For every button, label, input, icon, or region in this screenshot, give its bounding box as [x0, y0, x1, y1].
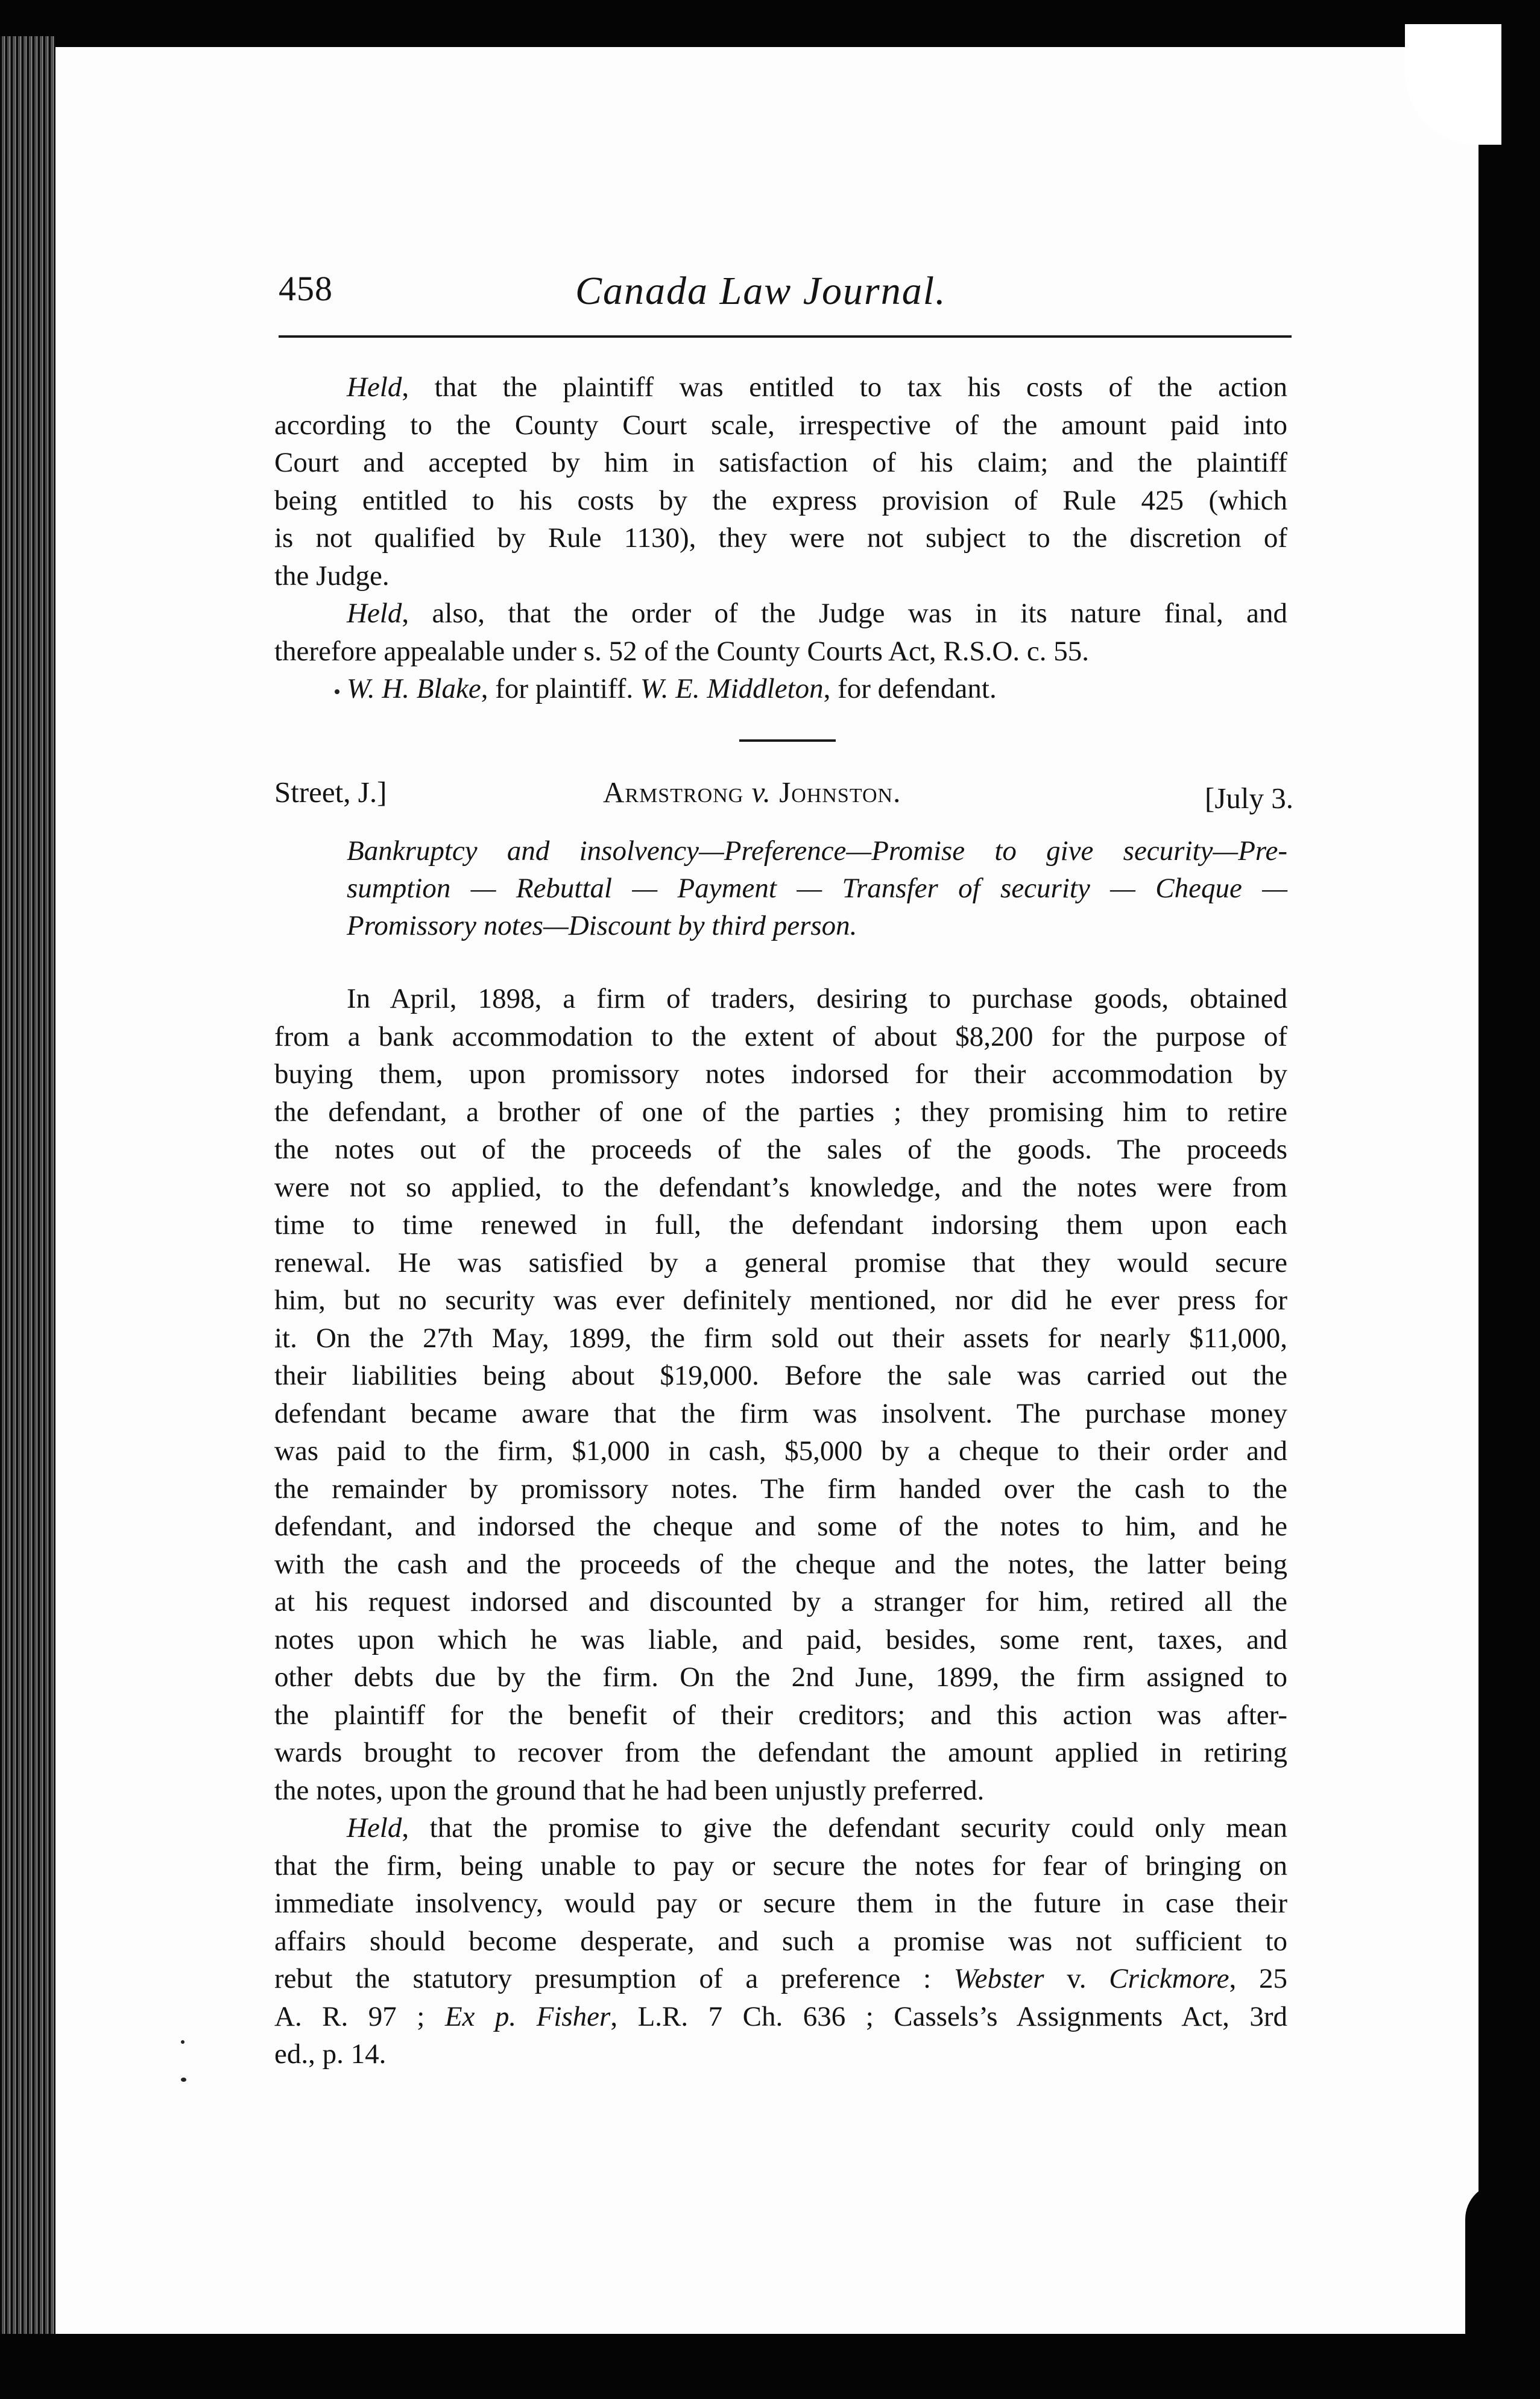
- text-line: [274, 1018, 1287, 1056]
- text-run: it. On the 27th May, 1899, the firm sold out their assets for nearly $11,000,: [274, 1322, 1287, 1354]
- text-run: with the cash and the proceeds of the cheque and the notes, the latter being: [274, 1548, 1287, 1580]
- text-run: their liabilities being about $19,000. Before the sale was carried out the: [274, 1360, 1287, 1391]
- section-divider: [739, 739, 836, 742]
- text-run: defendant became aware that the firm was insolvent. The purchase money: [274, 1397, 1287, 1429]
- scan-border-right: [1478, 0, 1540, 2399]
- italic-text: Crickmore: [1109, 1963, 1229, 1994]
- text-run: immediate insolvency, would pay or secure them in the future in case their: [274, 1888, 1287, 1919]
- text-line: [274, 444, 1287, 482]
- case-date: [July 3.: [1205, 782, 1293, 815]
- text-line: [274, 1244, 1287, 1282]
- text-line: [274, 1696, 1287, 1734]
- text-line: [274, 368, 1287, 406]
- case-title: [603, 775, 901, 809]
- italic-text: Held: [347, 371, 402, 403]
- italic-text: Held: [347, 1812, 402, 1844]
- text-line: [274, 519, 1287, 557]
- text-run: In April, 1898, a firm of traders, desiring to purchase goods, obtained: [347, 983, 1287, 1014]
- scan-border-bottom: [0, 2334, 1540, 2399]
- text-line: [274, 1923, 1287, 1961]
- text-run: , also, that the order of the Judge was in its nature final, and: [402, 598, 1287, 629]
- case-party-plaintiff: Armstrong: [603, 776, 744, 809]
- text-run: wards brought to recover from the defendant the amount applied in retiring: [274, 1737, 1287, 1768]
- text-run: from a bank accommodation to the extent of about $8,200 for the purpose of: [274, 1020, 1287, 1052]
- text-run: that the firm, being unable to pay or secure the notes for fear of bringing on: [274, 1850, 1287, 1882]
- text-line: [274, 2035, 1287, 2073]
- catchwords-line: sumption — Rebuttal — Payment — Transfer of security — Cheque —: [347, 873, 1287, 904]
- text-line: [274, 980, 1287, 1018]
- text-run: him, but no security was ever definitely mentioned, nor did he ever press for: [274, 1285, 1287, 1316]
- text-run: , for defendant.: [823, 673, 997, 704]
- text-run: , for plaintiff.: [481, 673, 640, 704]
- text-run: notes upon which he was liable, and paid, besides, some rent, taxes, and: [274, 1623, 1287, 1655]
- text-run: , 25: [1229, 1963, 1288, 1994]
- text-run: , that the plaintiff was entitled to tax his costs of the action: [402, 371, 1287, 403]
- italic-text: W. E. Middleton: [640, 673, 824, 704]
- case-versus: v.: [751, 776, 771, 809]
- text-line: [274, 1282, 1287, 1320]
- scan-speck: [181, 2078, 186, 2082]
- text-line: [274, 1131, 1287, 1169]
- text-line: [274, 1772, 1287, 1810]
- text-line: [274, 1960, 1287, 1998]
- italic-text: W. H. Blake: [347, 673, 481, 704]
- case-party-defendant: Johnston.: [779, 776, 901, 809]
- text-line: [274, 482, 1287, 520]
- text-line: [274, 406, 1287, 444]
- text-run: the notes out of the proceeds of the sales of the goods. The proceeds: [274, 1134, 1287, 1165]
- text-line: [274, 1998, 1287, 2036]
- text-line: [274, 557, 1287, 595]
- text-run: were not so applied, to the defendant’s knowledge, and the notes were from: [274, 1171, 1287, 1203]
- scan-border-top: [0, 0, 1540, 47]
- text-run: is not qualified by Rule 1130), they were not subject to the discretion of: [274, 522, 1287, 554]
- text-run: other debts due by the firm. On the 2nd June, 1899, the firm assigned to: [274, 1661, 1287, 1693]
- text-run: being entitled to his costs by the express provision of Rule 425 (which: [274, 484, 1287, 516]
- scan-speck: [335, 689, 339, 694]
- scan-speck: [181, 2040, 185, 2044]
- text-run: according to the County Court scale, irrespective of the amount paid into: [274, 409, 1287, 441]
- text-line: [274, 1169, 1287, 1207]
- text-run: v.: [1044, 1963, 1109, 1994]
- text-run: rebut the statutory presumption of a preference :: [274, 1963, 954, 1994]
- text-run: at his request indorsed and discounted by a stranger for him, retired all the: [274, 1586, 1287, 1617]
- text-line: [274, 1432, 1287, 1470]
- text-line: [274, 1885, 1287, 1923]
- running-head: [279, 256, 1290, 335]
- text-line: [274, 1055, 1287, 1093]
- catchwords: [274, 832, 1287, 944]
- text-line: [274, 1320, 1287, 1358]
- held-section: [274, 368, 1287, 708]
- text-run: Court and accepted by him in satisfaction of his claim; and the plaintiff: [274, 447, 1287, 478]
- text-run: defendant, and indorsed the cheque and some of the notes to him, and he: [274, 1511, 1287, 1542]
- italic-text: Webster: [953, 1963, 1044, 1994]
- text-line: [274, 1395, 1287, 1433]
- text-run: was paid to the firm, $1,000 in cash, $5,000 by a cheque to their order and: [274, 1435, 1287, 1467]
- journal-title: Canada Law Journal.: [575, 269, 947, 313]
- book-binding-edge: [0, 36, 55, 2346]
- text-run: affairs should become desperate, and such a promise was not sufficient to: [274, 1925, 1287, 1957]
- text-line: [274, 1546, 1287, 1584]
- text-line: [274, 1734, 1287, 1772]
- text-line: [274, 1847, 1287, 1885]
- text-line: [274, 1583, 1287, 1621]
- text-line: [274, 1470, 1287, 1508]
- text-line: [274, 1206, 1287, 1244]
- headnote-body: [274, 980, 1287, 2073]
- text-run: time to time renewed in full, the defendant indorsing them upon each: [274, 1209, 1287, 1241]
- page-corner-bottom-right: [1465, 2183, 1501, 2340]
- text-line: [274, 670, 1287, 708]
- catchwords-line: Bankruptcy and insolvency—Preference—Promise to give security—Pre-: [347, 835, 1287, 867]
- text-run: renewal. He was satisfied by a general promise that they would secure: [274, 1247, 1287, 1279]
- text-run: the defendant, a brother of one of the parties ; they promising him to retire: [274, 1096, 1287, 1128]
- text-run: the Judge.: [274, 560, 390, 592]
- text-line: [274, 1508, 1287, 1546]
- text-run: A. R. 97 ;: [274, 2000, 445, 2032]
- text-run: buying them, upon promissory notes indorsed for their accommodation by: [274, 1058, 1287, 1090]
- italic-text: Ex p. Fisher: [444, 2000, 611, 2032]
- text-run: ed., p. 14.: [274, 2038, 387, 2070]
- text-run: the plaintiff for the benefit of their creditors; and this action was after-: [274, 1699, 1287, 1731]
- text-line: [274, 595, 1287, 633]
- text-line: [274, 633, 1287, 671]
- text-run: the notes, upon the ground that he had been unjustly preferred.: [274, 1774, 985, 1806]
- text-line: [274, 1809, 1287, 1847]
- header-rule: [279, 335, 1292, 338]
- catchwords-line: Promissory notes—Discount by third person.: [347, 910, 857, 941]
- text-line: [274, 1621, 1287, 1659]
- text-run: therefore appealable under s. 52 of the County Courts Act, R.S.O. c. 55.: [274, 635, 1089, 667]
- page-number: 458: [279, 269, 333, 308]
- text-run: , L.R. 7 Ch. 636 ; Cassels’s Assignments Act, 3rd: [610, 2000, 1287, 2032]
- text-run: , that the promise to give the defendant security could only mean: [402, 1812, 1287, 1844]
- text-line: [274, 1357, 1287, 1395]
- text-line: [274, 1658, 1287, 1696]
- text-run: the remainder by promissory notes. The firm handed over the cash to the: [274, 1473, 1287, 1505]
- italic-text: Held: [347, 598, 402, 629]
- case-header: [274, 775, 1293, 817]
- text-line: [274, 1093, 1287, 1131]
- judge-name: Street, J.]: [274, 776, 387, 809]
